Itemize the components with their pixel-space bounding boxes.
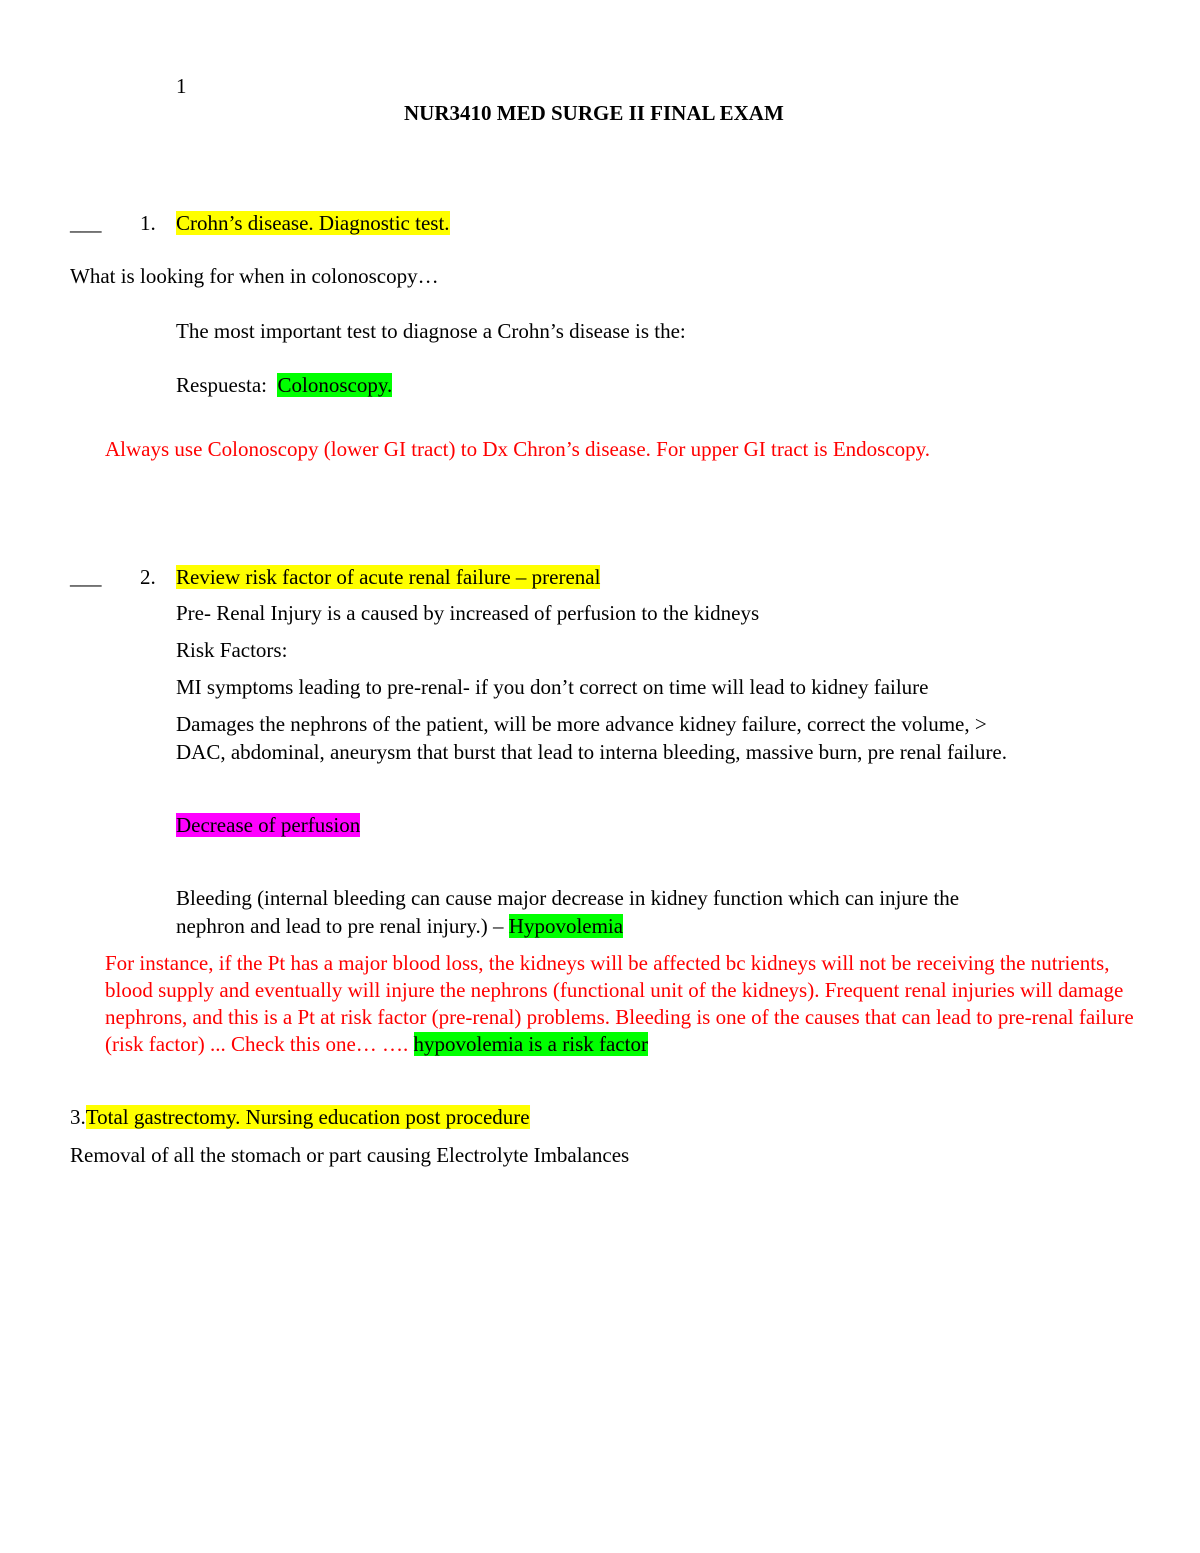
- q2-note-text: For instance, if the Pt has a major blood loss, the kidneys will be affected bc kidneys will not be receiving the nutrients, blood supply and eventually will injure the nephrons (functional unit of the kidneys). Frequent renal injuries will damage nephrons, and this is a Pt at risk factor (pre-renal) problems. Bleeding is one of the causes that can lead to pre-renal failure (risk factor) ... Check this one… ….: [105, 951, 1134, 1056]
- q2-line-3: MI symptoms leading to pre-renal- if you don’t correct on time will lead to kidney failure: [176, 675, 929, 699]
- q2-perfusion-text: Decrease of perfusion: [176, 813, 361, 837]
- q2-heading: [176, 565, 600, 590]
- q2-line-4b: DAC, abdominal, aneurysm that burst that lead to interna bleeding, massive burn, pre renal failure.: [176, 740, 1008, 764]
- q1-prompt: What is looking for when in colonoscopy…: [70, 264, 439, 288]
- q2-heading-text: Review risk factor of acute renal failure – prerenal: [176, 565, 601, 589]
- q2-number: 2.: [140, 565, 156, 589]
- q3-heading: Total gastrectomy. Nursing education post procedure: [85, 1105, 530, 1129]
- page-title: NUR3410 MED SURGE II FINAL EXAM: [404, 101, 784, 125]
- q2-bleeding-text: nephron and lead to pre renal injury.) –: [176, 914, 504, 938]
- q2-answer-blank: ___: [70, 565, 102, 589]
- q1-number: 1.: [140, 211, 156, 235]
- q3-line-1: Removal of all the stomach or part causing Electrolyte Imbalances: [70, 1143, 630, 1167]
- page-number: 1: [176, 74, 187, 98]
- q1-note: Always use Colonoscopy (lower GI tract) to Dx Chron’s disease. For upper GI tract is Endoscopy.: [105, 437, 931, 461]
- q1-heading: [176, 211, 450, 236]
- q2-note: [105, 950, 1145, 1058]
- q2-note-highlight: hypovolemia is a risk factor: [413, 1032, 648, 1056]
- q1-answer-line: [176, 373, 392, 398]
- q2-line-2: Risk Factors:: [176, 638, 288, 662]
- q2-line-4a: Damages the nephrons of the patient, will be more advance kidney failure, correct the volume, >: [176, 712, 987, 736]
- q1-answer: Colonoscopy.: [277, 373, 393, 397]
- q2-perfusion-label: [176, 813, 360, 838]
- q2-bleeding-line-b: [176, 914, 623, 939]
- q1-heading-text: Crohn’s disease. Diagnostic test.: [176, 211, 450, 235]
- q3-number: 3.: [70, 1105, 86, 1129]
- q2-hypovolemia: Hypovolemia: [508, 914, 624, 938]
- q1-question: The most important test to diagnose a Crohn’s disease is the:: [176, 319, 686, 343]
- q1-answer-label: Respuesta:: [176, 373, 267, 397]
- q2-bleeding-line-a: Bleeding (internal bleeding can cause major decrease in kidney function which can injure the: [176, 886, 960, 910]
- q3-heading-line: [70, 1105, 530, 1130]
- q2-line-1: Pre- Renal Injury is a caused by increased of perfusion to the kidneys: [176, 601, 760, 625]
- q1-answer-blank: ___: [70, 211, 102, 235]
